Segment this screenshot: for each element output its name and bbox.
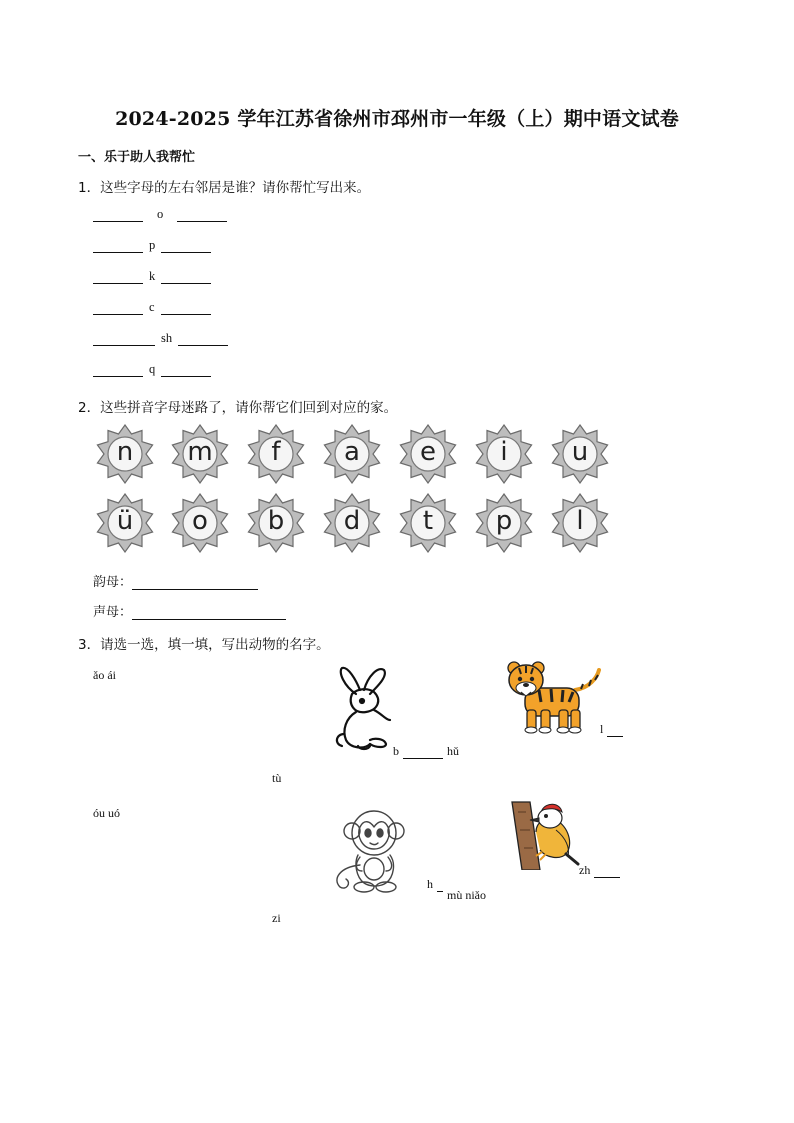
answer-blank[interactable] [607,724,623,737]
pinyin-letter: f [271,437,281,467]
pinyin-letter: u [571,437,589,467]
q1-row-c [93,300,211,315]
page-title: 2024-2025 学年江苏省徐州市邳州市一年级（上）期中语文试卷 [115,108,679,130]
shengmu-answer-blank[interactable] [132,607,286,620]
answer-blank[interactable] [437,879,443,892]
answer-blank[interactable] [403,746,443,759]
shengmu-label: 声母： [93,605,133,620]
yunmu-label: 韵母： [93,575,133,590]
answer-blank[interactable] [177,209,227,222]
letter: p [149,238,156,252]
letter: sh [161,331,173,345]
answer-blank[interactable] [594,865,620,878]
letter-sun[interactable] [474,493,534,553]
letter-sun[interactable] [398,424,458,484]
answer-blank[interactable] [93,333,155,346]
yunmu-answer-blank[interactable] [132,577,258,590]
rabbit-initial: b [393,744,399,758]
tiger-image [505,660,604,740]
monkey-image [330,805,420,897]
letter: c [149,300,155,314]
rabbit-image [330,664,396,756]
choice-set-1: ǎo ái [93,668,116,682]
yunmu-row [93,571,258,590]
pinyin-letter: b [267,506,285,536]
section-heading: 一、乐于助人我帮忙 [78,150,196,165]
question-3-prompt: 3．请选一选，填一填，写出动物的名字。 [78,637,330,653]
letter-sun[interactable] [246,493,306,553]
choice-set-2: óu uó [93,806,120,820]
answer-blank[interactable] [178,333,228,346]
letter-sun[interactable] [95,493,155,553]
shengmu-row [93,601,286,620]
answer-blank[interactable] [161,364,211,377]
pinyin-letter: t [422,506,434,536]
letter: k [149,269,156,283]
tiger-initial: l [600,722,604,736]
syllable-tu: tù [272,771,282,785]
pinyin-letter: p [495,506,513,536]
letter-sun[interactable] [170,424,230,484]
letter-sun[interactable] [95,424,155,484]
letter-sun[interactable] [246,424,306,484]
pinyin-letter: d [343,506,361,536]
answer-blank[interactable] [161,302,211,315]
pinyin-letter: e [420,437,436,467]
letter: q [149,362,156,376]
pinyin-letter: ü [116,506,134,536]
letter: o [157,207,164,221]
pinyin-letter: n [116,437,134,467]
tiger-answer [600,722,623,737]
letter-sun[interactable] [550,424,610,484]
q1-row-o [93,207,227,222]
answer-blank[interactable] [93,240,143,253]
question-2-prompt: 2．这些拼音字母迷路了，请你帮它们回到对应的家。 [78,400,398,416]
answer-blank[interactable] [93,209,143,222]
syllable-mu-niao: mù niǎo [447,888,486,902]
answer-blank[interactable] [93,302,143,315]
answer-blank[interactable] [93,364,143,377]
monkey-initial: h [427,877,433,891]
woodpecker-initial: zh [579,863,591,877]
letter-sun[interactable] [322,424,382,484]
pinyin-letter: m [187,437,213,467]
monkey-answer [427,877,443,892]
rabbit-answer [393,744,459,759]
q1-row-k [93,269,211,284]
woodpecker-image [506,800,582,874]
answer-blank[interactable] [161,271,211,284]
answer-blank[interactable] [161,240,211,253]
letter-sun[interactable] [474,424,534,484]
letter-sun[interactable] [170,493,230,553]
q1-row-p [93,238,211,253]
rabbit-syllable: hǔ [447,744,459,758]
pinyin-letter: l [576,506,584,536]
letter-sun[interactable] [398,493,458,553]
pinyin-letter: o [192,506,208,536]
q1-row-sh [93,331,228,346]
q1-row-q [93,362,211,377]
answer-blank[interactable] [93,271,143,284]
pinyin-letter: a [344,437,360,467]
pinyin-letter: i [500,437,508,467]
syllable-zi: zi [272,911,281,925]
question-1-prompt: 1．这些字母的左右邻居是谁？请你帮忙写出来。 [78,180,371,196]
letter-sun[interactable] [322,493,382,553]
letter-sun[interactable] [550,493,610,553]
woodpecker-answer [579,863,620,878]
